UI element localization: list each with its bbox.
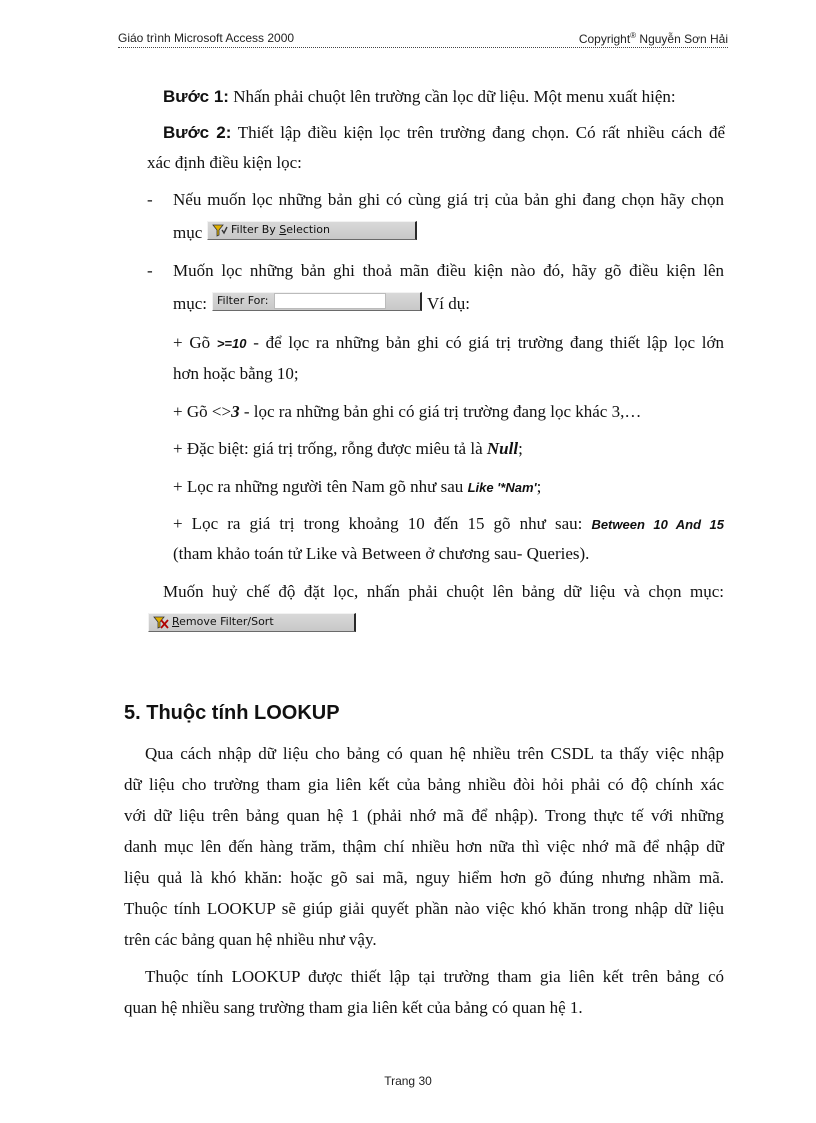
bullet-1-prefix: mục bbox=[173, 223, 203, 242]
filter-for-menu-item[interactable]: Filter For: bbox=[212, 292, 422, 311]
header-divider bbox=[118, 47, 728, 48]
section-p1-line: Thuộc tính LOOKUP sẽ giúp giải quyết phần nào việc khó khăn trong nhập dữ liệu bbox=[124, 899, 724, 918]
filter-by-selection-menu-item[interactable]: Filter By Selection bbox=[207, 221, 417, 240]
section-p2-line: quan hệ nhiều sang trường tham gia liên kết của bảng có quan hệ 1. bbox=[124, 998, 583, 1017]
section-p2-line: Thuộc tính LOOKUP được thiết lập tại trường tham gia liên kết trên bảng có bbox=[145, 967, 724, 986]
page-number: Trang 30 bbox=[384, 1074, 432, 1088]
remove-filter-icon bbox=[153, 616, 169, 629]
section-p1-line: trên các bảng quan hệ nhiều như vậy. bbox=[124, 930, 377, 949]
example-5-continuation: (tham khảo toán tử Like và Between ở chương sau- Queries). bbox=[173, 544, 590, 563]
section-p1-line: với dữ liệu trên bảng quan hệ 1 (phải nhớ mã để nhập). Trong thực tế với những bbox=[124, 806, 724, 825]
example-3: + Đặc biệt: giá trị trống, rỗng được miêu tả là Null; bbox=[173, 439, 523, 458]
section-p1-line: Qua cách nhập dữ liệu cho bảng có quan hệ nhiều trên CSDL ta thấy việc nhập bbox=[145, 744, 724, 763]
step-2: Bước 2: Thiết lập điều kiện lọc trên trường đang chọn. Có rất nhiều cách để bbox=[163, 123, 725, 142]
example-2: + Gõ <>3 - lọc ra những bản ghi có giá trị trường đang lọc khác 3,… bbox=[173, 402, 642, 421]
bullet-2-suffix: Ví dụ: bbox=[427, 294, 470, 313]
section-p1-line: dữ liệu cho trường tham gia liên kết của bảng nhiều đòi hỏi phải có độ chính xác bbox=[124, 775, 724, 794]
section-p1-line: danh mục lên đến hàng trăm, thậm chí nhiều hơn nữa thì việc nhớ mã để nhập dữ bbox=[124, 837, 724, 856]
example-1: + Gõ >=10 - để lọc ra những bản ghi có giá trị trường đang thiết lập lọc lớn bbox=[173, 333, 724, 352]
example-4: + Lọc ra những người tên Nam gõ như sau Like '*Nam'; bbox=[173, 477, 542, 496]
example-1-continuation: hơn hoặc bằng 10; bbox=[173, 364, 299, 383]
bullet-1-text: Nếu muốn lọc những bản ghi có cùng giá trị của bản ghi đang chọn hãy chọn bbox=[173, 190, 724, 209]
section-title: 5. Thuộc tính LOOKUP bbox=[124, 702, 340, 724]
section-p1-line: liệu quả là khó khăn: hoặc gõ sai mã, nguy hiểm hơn gõ đúng nhưng nhầm mã. bbox=[124, 868, 724, 887]
remove-filter-paragraph: Muốn huỷ chế độ đặt lọc, nhấn phải chuột lên bảng dữ liệu và chọn mục: bbox=[163, 582, 724, 601]
bullet-2-prefix: mục: bbox=[173, 294, 207, 313]
bullet-dash: - bbox=[147, 190, 153, 209]
remove-filter-sort-menu-item[interactable]: Remove Filter/Sort bbox=[148, 613, 356, 632]
filter-by-selection-icon bbox=[212, 224, 228, 237]
example-5: + Lọc ra giá trị trong khoảng 10 đến 15 gõ như sau: Between 10 And 15 bbox=[173, 514, 724, 533]
step-2-continuation: xác định điều kiện lọc: bbox=[147, 153, 302, 172]
page-header bbox=[118, 30, 728, 48]
bullet-dash: - bbox=[147, 261, 153, 280]
step-1: Bước 1: Nhấn phải chuột lên trường cần lọc dữ liệu. Một menu xuất hiện: bbox=[163, 87, 676, 106]
header-copyright: Copyright® Nguyễn Sơn Hải bbox=[578, 31, 728, 46]
filter-for-input[interactable] bbox=[274, 293, 386, 309]
header-title: Giáo trình Microsoft Access 2000 bbox=[118, 31, 295, 45]
bullet-2-text: Muốn lọc những bản ghi thoả mãn điều kiện nào đó, hãy gõ điều kiện lên bbox=[173, 261, 724, 280]
